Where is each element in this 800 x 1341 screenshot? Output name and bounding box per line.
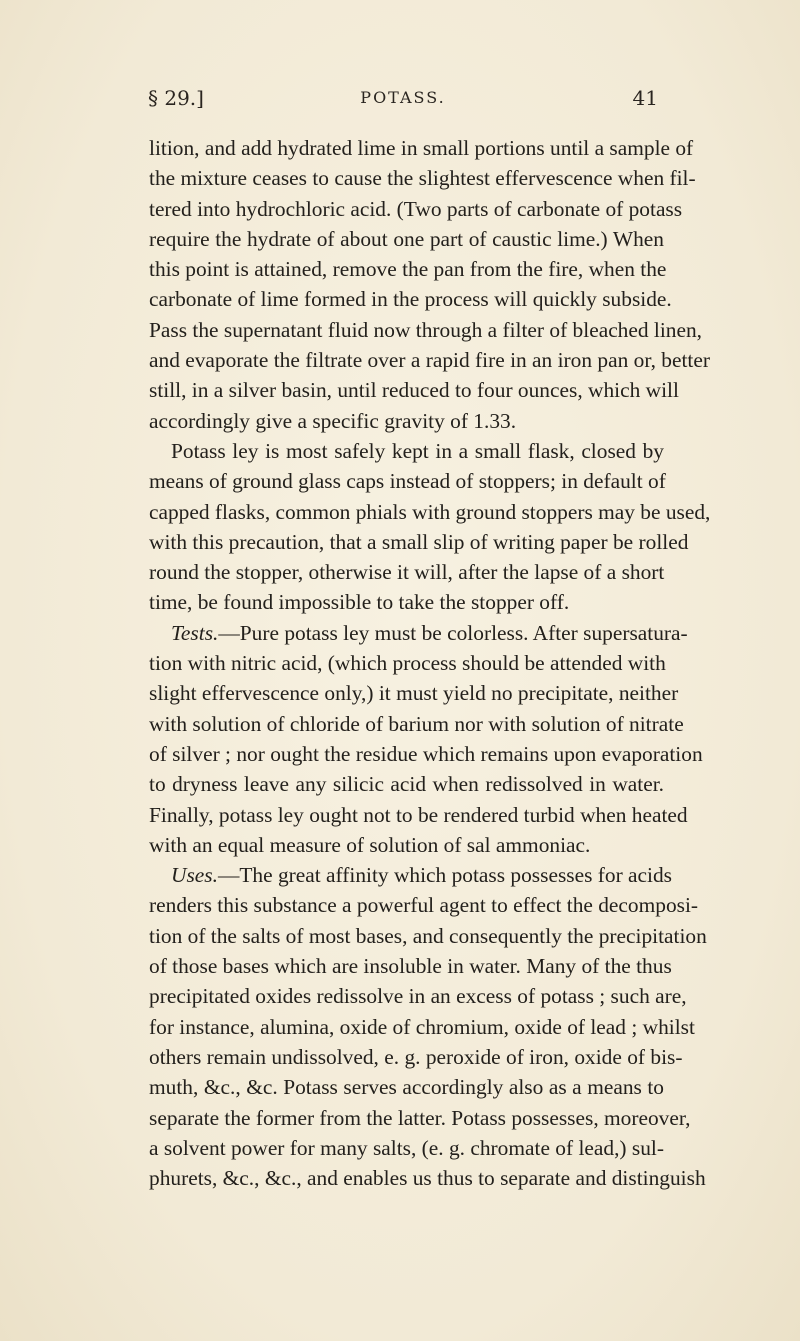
line-text: renders this substance a powerful agent to effect the decomposi-	[149, 893, 699, 918]
line-text: to dryness leave any silicic acid when redissolved in water.	[149, 772, 664, 797]
text-line	[149, 406, 664, 436]
text-line	[149, 163, 696, 193]
text-line	[149, 648, 664, 678]
line-text: require the hydrate of about one part of caustic lime.) When	[149, 226, 664, 251]
text-line	[149, 800, 688, 830]
line-text: tion of the salts of most bases, and consequently the precipitation	[149, 923, 707, 948]
text-line	[149, 436, 664, 466]
text-line	[149, 375, 679, 405]
text-line	[149, 981, 687, 1011]
line-text: this point is attained, remove the pan from the fire, when the	[149, 257, 667, 282]
text-line	[149, 860, 673, 890]
text-line	[149, 1012, 695, 1042]
line-text: muth, &c., &c. Potass serves accordingly also as a means to	[149, 1075, 664, 1100]
line-text: capped flasks, common phials with ground stoppers may be used,	[149, 499, 711, 524]
line-text: of those bases which are insoluble in water. Many of the thus	[149, 954, 672, 979]
text-line	[149, 1042, 683, 1072]
line-text: round the stopper, otherwise it will, after the lapse of a short	[149, 560, 665, 585]
line-text: still, in a silver basin, until reduced to four ounces, which will	[149, 378, 679, 403]
section-marker: § 29.]	[148, 86, 204, 110]
line-text: accordingly give a specific gravity of 1.33.	[149, 408, 517, 433]
text-line	[149, 315, 703, 345]
text-line	[149, 284, 672, 314]
running-header	[148, 86, 658, 116]
text-line	[149, 921, 707, 951]
line-text: carbonate of lime formed in the process will quickly subside.	[149, 287, 672, 312]
line-text: time, be found impossible to take the stopper off.	[149, 590, 570, 615]
line-text: with this precaution, that a small slip of writing paper be rolled	[149, 529, 689, 554]
text-line	[149, 1133, 664, 1163]
section-heading: Uses.	[171, 863, 218, 888]
line-text: tered into hydrochloric acid. (Two parts of carbonate of potass	[149, 196, 683, 221]
line-text: Potass ley is most safely kept in a small flask, closed by	[171, 438, 664, 463]
text-line	[149, 618, 688, 648]
page-title: POTASS.	[360, 88, 446, 107]
text-line	[149, 1072, 664, 1102]
line-text: Finally, potass ley ought not to be rendered turbid when heated	[149, 802, 688, 827]
section-heading: Tests.	[171, 620, 219, 645]
page-number: 41	[632, 86, 658, 110]
text-line	[149, 497, 711, 527]
text-line	[149, 466, 664, 496]
text-line	[149, 678, 679, 708]
line-text: —The great affinity which potass possesses for acids	[217, 863, 673, 888]
line-text: of silver ; nor ought the residue which remains upon evaporation	[149, 741, 703, 766]
line-text: a solvent power for many salts, (e. g. chromate of lead,) sul-	[149, 1135, 664, 1160]
line-text: others remain undissolved, e. g. peroxide of iron, oxide of bis-	[149, 1044, 683, 1069]
text-line	[149, 133, 694, 163]
text-line	[149, 527, 689, 557]
text-line	[149, 194, 683, 224]
line-text: Pass the supernatant fluid now through a filter of bleached linen,	[149, 317, 703, 342]
line-text: with an equal measure of solution of sal ammoniac.	[149, 832, 591, 857]
text-line	[149, 557, 664, 587]
text-line	[149, 769, 664, 799]
text-line	[149, 830, 664, 860]
line-text: lition, and add hydrated lime in small portions until a sample of	[149, 136, 694, 160]
line-text: phurets, &c., &c., and enables us thus to separate and distinguish	[149, 1166, 706, 1191]
text-line	[149, 739, 703, 769]
line-text: slight effervescence only,) it must yield no precipitate, neither	[149, 681, 679, 706]
text-line	[149, 951, 672, 981]
line-text: the mixture ceases to cause the slightest effervescence when fil-	[149, 166, 696, 191]
text-line	[149, 709, 684, 739]
line-text: means of ground glass caps instead of stoppers; in default of	[149, 469, 666, 494]
text-line	[149, 587, 664, 617]
text-line	[149, 254, 667, 284]
line-text: with solution of chloride of barium nor with solution of nitrate	[149, 711, 684, 736]
line-text: and evaporate the filtrate over a rapid fire in an iron pan or, better	[149, 348, 710, 373]
line-text: separate the former from the latter. Potass possesses, moreover,	[149, 1105, 691, 1130]
line-text: for instance, alumina, oxide of chromium, oxide of lead ; whilst	[149, 1014, 695, 1039]
text-line	[149, 890, 699, 920]
body-text	[149, 133, 711, 1193]
text-line	[149, 345, 710, 375]
text-line	[149, 1163, 706, 1193]
line-text: precipitated oxides redissolve in an excess of potass ; such are,	[149, 984, 687, 1009]
line-text: tion with nitric acid, (which process should be attended with	[149, 651, 666, 676]
text-line	[149, 224, 664, 254]
text-line	[149, 1103, 691, 1133]
line-text: —Pure potass ley must be colorless. After supersatura-	[218, 620, 688, 645]
